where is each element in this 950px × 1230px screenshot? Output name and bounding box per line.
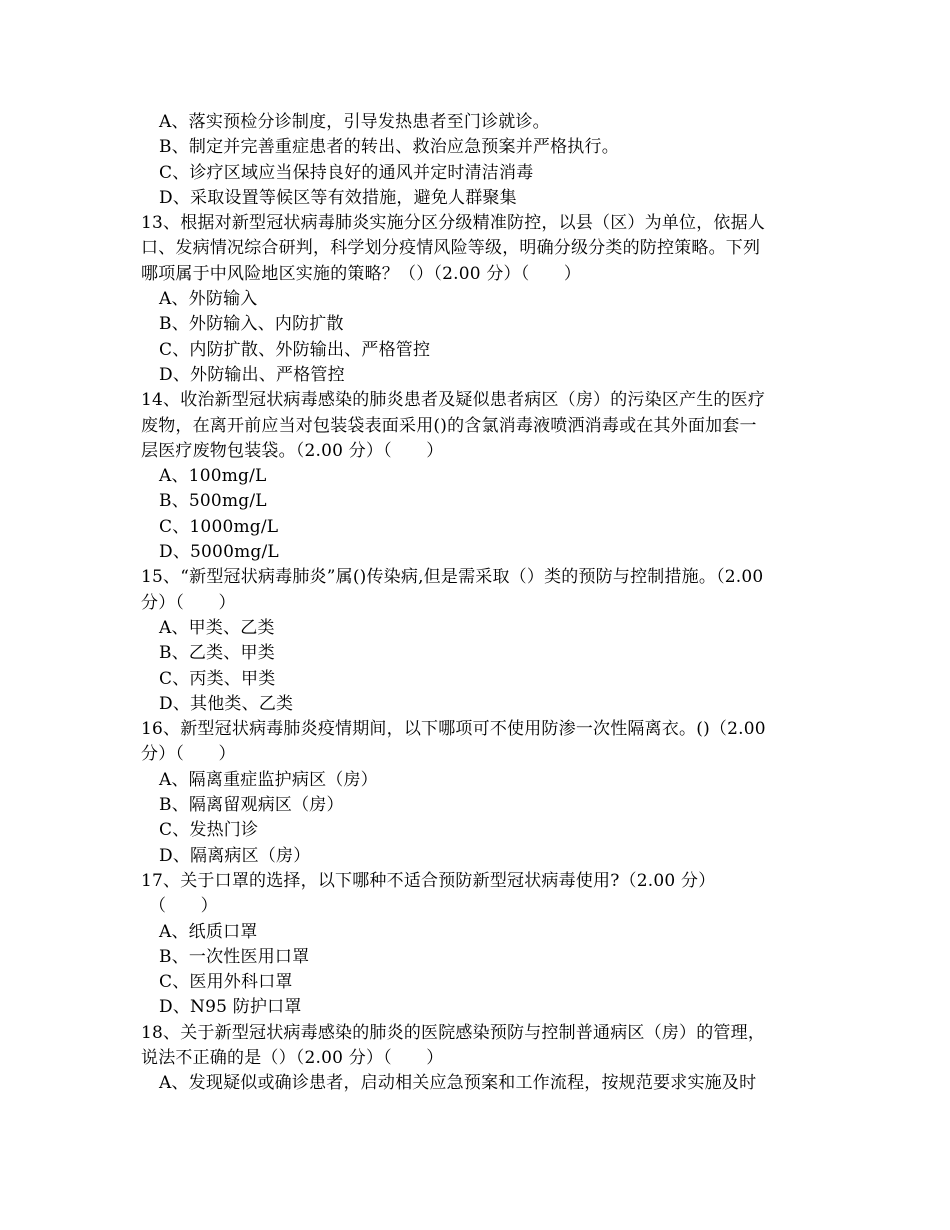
question-line: 层医疗废物包装袋。（2.00 分）（ ） bbox=[141, 440, 444, 461]
question-line: 18、关于新型冠状病毒感染的肺炎的医院感染预防与控制普通病区（房）的管理， bbox=[141, 1022, 766, 1043]
option-line: D、N95 防护口罩 bbox=[159, 997, 302, 1018]
option-line: C、内防扩散、外防输出、严格管控 bbox=[159, 339, 431, 360]
question-line: 说法不正确的是（）（2.00 分）（ ） bbox=[141, 1047, 444, 1068]
question-line: 17、关于口罩的选择，以下哪种不适合预防新型冠状病毒使用?（2.00 分） bbox=[141, 870, 716, 891]
option-line: A、100mg/L bbox=[159, 466, 267, 487]
option-line: D、采取设置等候区等有效措施，避免人群聚集 bbox=[159, 187, 517, 208]
question-line: （ ） bbox=[149, 896, 218, 917]
option-line: D、外防输出、严格管控 bbox=[159, 364, 345, 385]
option-line: A、外防输入 bbox=[159, 289, 258, 310]
option-line: A、纸质口罩 bbox=[159, 921, 258, 942]
question-line: 哪项属于中风险地区实施的策略？（）（2.00 分）（ ） bbox=[141, 263, 582, 284]
option-line: A、甲类、乙类 bbox=[159, 617, 275, 638]
option-line: B、一次性医用口罩 bbox=[159, 946, 310, 967]
option-line: D、其他类、乙类 bbox=[159, 693, 294, 714]
option-line: C、医用外科口罩 bbox=[159, 972, 293, 993]
question-line: 口、发病情况综合研判，科学划分疫情风险等级，明确分级分类的防控策略。下列 bbox=[141, 238, 761, 259]
option-line: B、制定并完善重症患者的转出、救治应急预案并严格执行。 bbox=[159, 137, 619, 158]
document-page bbox=[141, 110, 813, 1097]
question-line: 废物，在离开前应当对包装袋表面采用()的含氯消毒液喷洒消毒或在其外面加套一 bbox=[141, 415, 757, 436]
option-line: B、外防输入、内防扩散 bbox=[159, 314, 344, 335]
option-line: B、500mg/L bbox=[159, 491, 267, 512]
option-line: D、5000mg/L bbox=[159, 542, 279, 563]
option-line: C、诊疗区域应当保持良好的通风并定时清洁消毒 bbox=[159, 162, 534, 183]
option-line: D、隔离病区（房） bbox=[159, 845, 311, 866]
option-line: C、1000mg/L bbox=[159, 516, 279, 537]
option-line: A、落实预检分诊制度，引导发热患者至门诊就诊。 bbox=[159, 112, 550, 132]
option-line: C、丙类、甲类 bbox=[159, 668, 276, 689]
question-line: 分）（ ） bbox=[141, 592, 236, 613]
option-line: C、发热门诊 bbox=[159, 820, 259, 841]
option-line: B、隔离留观病区（房） bbox=[159, 795, 344, 816]
option-line: A、发现疑似或确诊患者，启动相关应急预案和工作流程，按规范要求实施及时 bbox=[159, 1073, 757, 1094]
option-line: B、乙类、甲类 bbox=[159, 643, 275, 664]
question-line: 14、收治新型冠状病毒感染的肺炎患者及疑似患者病区（房）的污染区产生的医疗 bbox=[141, 390, 766, 411]
question-line: 16、新型冠状病毒肺炎疫情期间，以下哪项可不使用防渗一次性隔离衣。()（2.00 bbox=[141, 719, 766, 740]
option-line: A、隔离重症监护病区（房） bbox=[159, 769, 378, 790]
question-line: 13、根据对新型冠状病毒肺炎实施分区分级精准防控，以县（区）为单位，依据人 bbox=[141, 213, 766, 234]
question-line: 分）（ ） bbox=[141, 744, 236, 765]
question-line: 15、“新型冠状病毒肺炎”属()传染病,但是需采取（）类的预防与控制措施。（2.00 bbox=[141, 567, 764, 588]
